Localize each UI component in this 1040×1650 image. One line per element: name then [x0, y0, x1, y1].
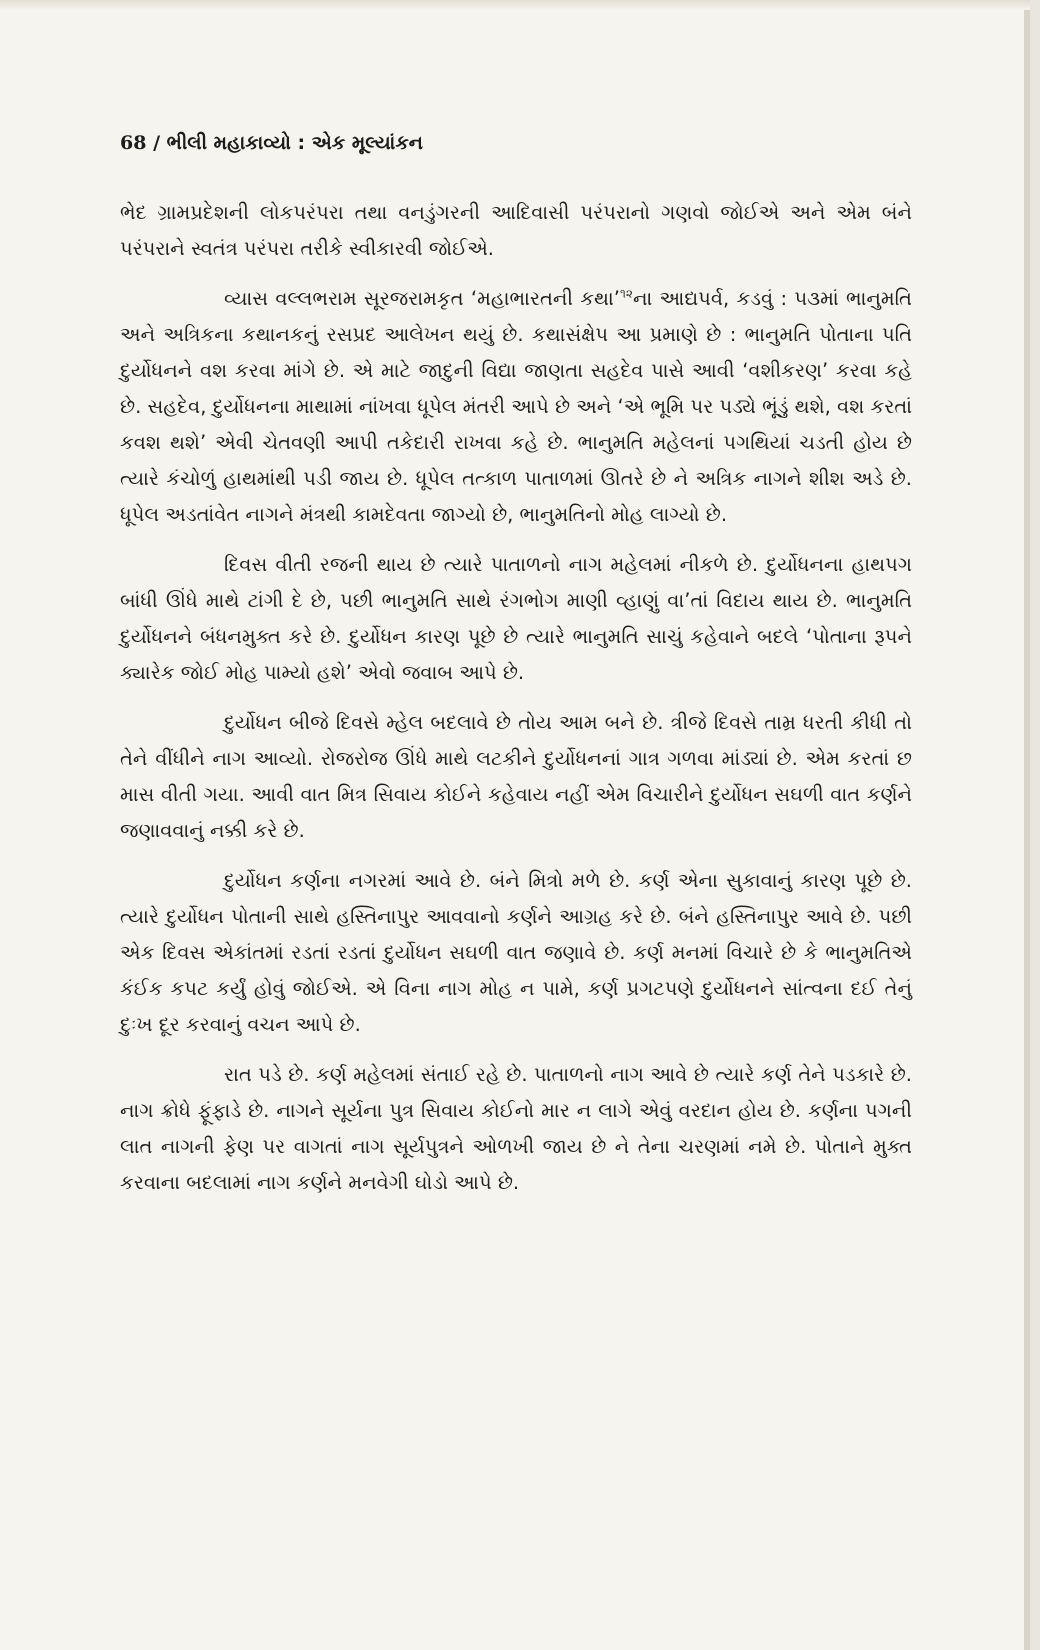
book-title: ભીલી મહાકાવ્યો : એક મૂલ્યાંકન [166, 132, 423, 154]
paragraph-3-text: દિવસ વીતી રજની થાય છે ત્યારે પાતાળનો નાગ મહેલમાં નીકળે છે. દુર્યોધનના હાથપગ બાંધી ઊંધે માથે ટાંગી દે છે, પછી ભાનુમતિ સાથે રંગભોગ માણી વ્હાણું વા’તાં વિદાય થાય છે. ભાનુમતિ દુર્યોધનને બંધનમુક્ત કરે છે. દુર્યોધન કારણ પૂછે છે ત્યારે ભાનુમતિ સાચું કહેવાને બદલે ‘પોતાના રૂપને ક્યારેક જોઈ મોહ પામ્યો હશે’ એવો જવાબ આપે છે. [120, 553, 912, 684]
paragraph-5 [120, 863, 912, 1043]
paragraph-1-text: ભેદ ગ્રામપ્રદેશની લોકપરંપરા તથા વનડુંગરની આદિવાસી પરંપરાનો ગણવો જોઈએ અને એમ બંને પરંપરાને સ્વતંત્ર પરંપરા તરીકે સ્વીકારવી જોઈએ. [120, 201, 912, 260]
header-separator: / [146, 132, 167, 154]
paragraph-3 [120, 547, 912, 691]
paragraph-2-text-before: વ્યાસ વલ્લભરામ સૂરજરામકૃત ‘મહાભારતની કથા’ [224, 287, 620, 310]
paragraph-1 [120, 195, 912, 267]
paragraph-5-text: દુર્યોધન કર્ણના નગરમાં આવે છે. બંને મિત્રો મળે છે. કર્ણ એના સુકાવાનું કારણ પૂછે છે. ત્યારે દુર્યોધન પોતાની સાથે હસ્તિનાપુર આવવાનો કર્ણને આગ્રહ કરે છે. બંને હસ્તિનાપુર આવે છે. પછી એક દિવસ એકાંતમાં રડતાં રડતાં દુર્યોધન સઘળી વાત જણાવે છે. કર્ણ મનમાં વિચારે છે કે ભાનુમતિએ કંઈક કપટ કર્યું હોવું જોઈએ. એ વિના નાગ મોહ ન પામે, કર્ણ પ્રગટપણે દુર્યોધનને સાંત્વના દઈ તેનું દુઃખ દૂર કરવાનું વચન આપે છે. [120, 869, 912, 1036]
paragraph-6-text: રાત પડે છે. કર્ણ મહેલમાં સંતાઈ રહે છે. પાતાળનો નાગ આવે છે ત્યારે કર્ણ તેને પડકારે છે. નાગ ક્રોધે ફૂંફાડે છે. નાગને સૂર્યના પુત્ર સિવાય કોઈનો માર ન લાગે એવું વરદાન હોય છે. કર્ણના પગની લાત નાગની ફેણ પર વાગતાં નાગ સૂર્યપુત્રને ઓળખી જાય છે ને તેના ચરણમાં નમે છે. પોતાને મુક્ત કરવાના બદલામાં નાગ કર્ણને મનવેગી ઘોડો આપે છે. [120, 1063, 912, 1194]
page-top-edge [0, 0, 1030, 10]
paragraph-2 [120, 281, 912, 533]
paragraph-4-text: દુર્યોધન બીજે દિવસે મ્હેલ બદલાવે છે તોય આમ બને છે. ત્રીજે દિવસે તામ્ર ધરતી કીધી તો તેને વીંધીને નાગ આવ્યો. રોજરોજ ઊંધે માથે લટકીને દુર્યોધનનાં ગાત્ર ગળવા માંડ્યાં છે. એમ કરતાં છ માસ વીતી ગયા. આવી વાત મિત્ર સિવાય કોઈને કહેવાય નહીં એમ વિચારીને દુર્યોધન સઘળી વાત કર્ણને જણાવવાનું નક્કી કરે છે. [120, 711, 912, 842]
footnote-marker: ૧૨ [620, 286, 633, 301]
running-header [120, 132, 423, 154]
paragraph-6 [120, 1057, 912, 1201]
paragraph-4 [120, 705, 912, 849]
paragraph-2-text-after: ના આદ્યપર્વ, કડવું : ૫૩માં ભાનુમતિ અને અત્રિકના કથાનકનું રસપ્રદ આલેખન થયું છે. કથાસંક્ષેપ આ પ્રમાણે છે : ભાનુમતિ પોતાના પતિ દુર્યોધનને વશ કરવા માંગે છે. એ માટે જાદુની વિદ્યા જાણતા સહદેવ પાસે આવી ‘વશીકરણ’ કરવા કહે છે. સહદેવ, દુર્યોધનના માથામાં નાંખવા ધૂપેલ મંતરી આપે છે અને ‘એ ભૂમિ પર પડ્યે ભૂંડું થશે, વશ કરતાં કવશ થશે’ એવી ચેતવણી આપી તકેદારી રાખવા કહે છે. ભાનુમતિ મહેલનાં પગથિયાં ચડતી હોય છે ત્યારે કંચોળું હાથમાંથી પડી જાય છે. ધૂપેલ તત્કાળ પાતાળમાં ઊતરે છે ને અત્રિક નાગને શીશ અડે છે. ધૂપેલ અડતાંવેત નાગને મંત્રથી કામદેવતા જાગ્યો છે, ભાનુમતિનો મોહ લાગ્યો છે. [120, 287, 912, 526]
page-number: 68 [120, 132, 147, 154]
body-text [120, 195, 912, 1215]
